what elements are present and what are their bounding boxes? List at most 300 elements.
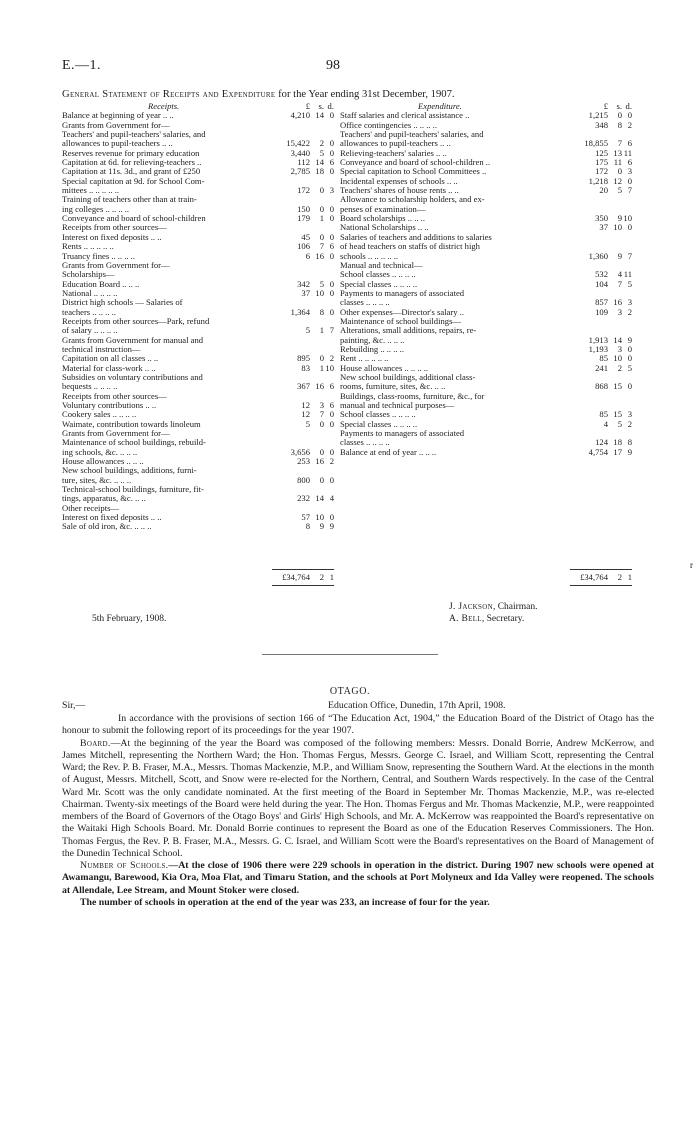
expenditure-row xyxy=(340,177,630,186)
expenditure-item-pence: 11 xyxy=(623,269,632,280)
receipts-item-pounds: 8 xyxy=(305,521,310,532)
receipts-row xyxy=(62,149,334,158)
receipts-item-pence: 0 xyxy=(329,250,334,261)
expenditure-row xyxy=(340,289,630,298)
receipts-item-label: ture, sites, &c. .. .. .. xyxy=(62,475,132,485)
receipts-item-pence: 3 xyxy=(329,185,334,196)
expenditure-item-shillings: 0 xyxy=(617,166,622,177)
expenditure-item-label: Rent .. .. .. .. .. xyxy=(340,354,389,364)
expenditure-item-shillings: 2 xyxy=(617,362,622,373)
expenditure-item-pounds: 18,855 xyxy=(584,138,608,149)
expenditure-item-label: classes .. .. .. .. xyxy=(340,438,390,448)
receipts-item-pounds: 800 xyxy=(297,474,310,485)
expenditure-item-pence: 5 xyxy=(627,362,632,373)
receipts-row xyxy=(62,252,334,261)
expenditure-item-shillings: 16 xyxy=(613,297,622,308)
receipts-item-label: Conveyance and board of school-children xyxy=(62,214,206,224)
receipts-item-label: Interest on fixed deposits .. .. xyxy=(62,513,162,523)
receipts-item-label: District high schools — Salaries of xyxy=(62,298,183,308)
expenditure-item-label: New school buildings, additional class- xyxy=(340,372,476,382)
receipts-total-rule-bottom xyxy=(272,585,334,586)
receipts-row xyxy=(62,121,334,130)
receipts-item-label: Capitation at 6d. for relieving-teachers .. xyxy=(62,158,202,168)
expenditure-item-label: Rebuilding .. .. .. .. xyxy=(340,344,404,354)
statement-title-suffix: for the Year ending 31st December, 1907. xyxy=(275,89,455,100)
expenditure-row xyxy=(340,205,630,214)
expenditure-item-label: Allowance to scholarship holders, and ex- xyxy=(340,195,485,205)
expenditure-item-shillings: 7 xyxy=(617,278,622,289)
expenditure-item-label: House allowances .. .. .. .. xyxy=(340,363,429,373)
receipts-item-pence: 0 xyxy=(329,138,334,149)
expenditure-row xyxy=(340,438,630,447)
receipts-item-pounds: 37 xyxy=(301,287,310,298)
expenditure-row xyxy=(340,364,630,373)
expenditure-item-label: penses of examination— xyxy=(340,204,426,214)
receipts-row xyxy=(62,457,334,466)
expenditure-item-pounds: 85 xyxy=(599,409,608,420)
receipts-item-shillings: 14 xyxy=(315,157,324,168)
expenditure-item-pence: 10 xyxy=(623,213,632,224)
receipts-item-shillings: 0 xyxy=(319,231,324,242)
signatory-role: Secretary. xyxy=(486,614,525,624)
expenditure-row xyxy=(340,336,630,345)
receipts-item-pence: 0 xyxy=(329,306,334,317)
receipts-item-shillings: 7 xyxy=(319,241,324,252)
expenditure-item-pence: 0 xyxy=(627,175,632,186)
receipts-item-shillings: 1 xyxy=(319,213,324,224)
receipts-item-pence: 6 xyxy=(329,241,334,252)
receipts-row xyxy=(62,522,334,531)
receipts-item-pounds: 179 xyxy=(297,213,310,224)
receipts-row xyxy=(62,289,334,298)
receipts-item-label: Other receipts— xyxy=(62,503,120,513)
expenditure-item-label: Incidental expenses of schools .. .. xyxy=(340,176,458,186)
receipts-item-shillings: 9 xyxy=(319,521,324,532)
expenditure-item-pence: 9 xyxy=(627,334,632,345)
expenditure-row xyxy=(340,195,630,204)
receipts-item-shillings: 5 xyxy=(319,278,324,289)
signatory-chairman: J. Jackson, Chairman. xyxy=(449,602,538,612)
expenditure-item-shillings: 17 xyxy=(613,446,622,457)
expenditure-item-pounds: 857 xyxy=(595,297,608,308)
receipts-item-label: bequests .. .. .. .. xyxy=(62,382,118,392)
receipts-row xyxy=(62,345,334,354)
expenditure-item-pence: 8 xyxy=(627,437,632,448)
expenditure-item-shillings: 4 xyxy=(617,269,622,280)
expenditure-item-label: Buildings, class-rooms, furniture, &c., for xyxy=(340,391,485,401)
receipts-item-pence: 0 xyxy=(329,166,334,177)
receipts-item-label: Subsidies on voluntary contributions and xyxy=(62,372,203,382)
expenditure-total-row xyxy=(340,573,630,582)
expenditure-row xyxy=(340,401,630,410)
receipts-row xyxy=(62,476,334,485)
receipts-item-pounds: 172 xyxy=(297,185,310,196)
expenditure-row xyxy=(340,186,630,195)
report-schools-paragraph xyxy=(62,860,654,897)
expenditure-item-pounds: 4,754 xyxy=(588,446,608,457)
expenditure-item-shillings: 3 xyxy=(617,306,622,317)
receipts-item-label: Receipts from other sources—Park, refund xyxy=(62,316,210,326)
expenditure-item-pounds: 1,360 xyxy=(588,250,608,261)
margin-mark: r xyxy=(690,560,693,570)
expenditure-item-label: classes .. .. .. .. xyxy=(340,298,390,308)
expenditure-item-pounds: 104 xyxy=(595,278,608,289)
receipts-item-label: New school buildings, additions, furni- xyxy=(62,466,197,476)
expenditure-item-pounds: 1,193 xyxy=(588,343,608,354)
receipts-item-label: Rents .. .. .. .. .. xyxy=(62,242,114,252)
signatory-name: J. Jackson xyxy=(449,602,493,612)
receipts-item-pence: 6 xyxy=(329,381,334,392)
expenditure-item-pounds: 172 xyxy=(595,166,608,177)
receipts-item-pence: 0 xyxy=(329,213,334,224)
receipts-row xyxy=(62,223,334,232)
receipts-item-pounds: 112 xyxy=(297,157,310,168)
receipts-item-label: Special capitation at 9d. for School Com- xyxy=(62,176,205,186)
receipts-item-pence: 0 xyxy=(329,231,334,242)
receipts-item-label: House allowances .. .. .. xyxy=(62,457,144,467)
signatory-role: Chairman. xyxy=(497,602,538,612)
expenditure-item-pence: 3 xyxy=(627,166,632,177)
report-intro: In accordance with the provisions of section 166 of “The Education Act, 1904,” the Education Board of the District of Otago has the honour to submit the following report of its proceedings for the year 1907. xyxy=(62,713,654,737)
receipts-item-label: Grants from Government for manual and xyxy=(62,335,204,345)
receipts-row xyxy=(62,195,334,204)
expenditure-item-label: Conveyance and board of school-children .. xyxy=(340,158,491,168)
expenditure-item-pounds: 1,913 xyxy=(588,334,608,345)
expenditure-item-pounds: 85 xyxy=(599,353,608,364)
expenditure-row xyxy=(340,410,630,419)
expenditure-item-pounds: 241 xyxy=(595,362,608,373)
receipts-item-label: Material for class-work .. .. xyxy=(62,363,156,373)
expenditure-row xyxy=(340,354,630,363)
expenditure-item-label: schools .. .. .. .. .. xyxy=(340,251,399,261)
receipts-row xyxy=(62,466,334,475)
receipts-item-pence: 0 xyxy=(329,147,334,158)
receipts-item-shillings: 16 xyxy=(315,456,324,467)
receipts-list xyxy=(62,111,334,531)
receipts-row xyxy=(62,504,334,513)
receipts-item-shillings: 0 xyxy=(319,203,324,214)
currency-pence: d. xyxy=(327,101,334,111)
receipts-item-pounds: 3,656 xyxy=(290,446,310,457)
report-body xyxy=(62,713,654,909)
receipts-row xyxy=(62,177,334,186)
receipts-item-shillings: 10 xyxy=(315,287,324,298)
receipts-item-pence: 2 xyxy=(329,456,334,467)
receipts-total xyxy=(62,573,334,582)
expenditure-item-label: Special classes .. .. .. .. xyxy=(340,279,418,289)
expenditure-row xyxy=(340,429,630,438)
receipts-item-label: ing schools, &c. .. .. .. xyxy=(62,447,138,457)
receipts-total-rule-top xyxy=(272,569,334,570)
expenditure-item-pence: 0 xyxy=(627,222,632,233)
expenditure-row xyxy=(340,111,630,120)
expenditure-row xyxy=(340,158,630,167)
expenditure-item-shillings: 12 xyxy=(613,175,622,186)
expenditure-item-shillings: 10 xyxy=(613,222,622,233)
currency-pounds: £ xyxy=(603,101,608,111)
expenditure-item-label: of head teachers on staffs of district high xyxy=(340,242,480,252)
receipts-item-label: Capitation at 11s. 3d., and grant of £250 xyxy=(62,167,201,177)
receipts-item-shillings: 5 xyxy=(319,147,324,158)
expenditure-row xyxy=(340,242,630,251)
receipts-item-label: Voluntary contributions .. .. xyxy=(62,401,157,410)
expenditure-item-pence: 2 xyxy=(627,418,632,429)
receipts-row xyxy=(62,373,334,382)
receipts-row xyxy=(62,336,334,345)
expenditure-item-shillings: 5 xyxy=(617,418,622,429)
expenditure-item-label: rooms, furniture, sites, &c. .. .. xyxy=(340,382,446,392)
receipts-item-pounds: 232 xyxy=(297,493,310,504)
expenditure-item-shillings: 3 xyxy=(617,343,622,354)
receipts-item-pounds: 4,210 xyxy=(290,110,310,121)
expenditure-item-pence: 3 xyxy=(627,409,632,420)
expenditure-item-pounds: 4 xyxy=(603,418,608,429)
expenditure-item-shillings: 10 xyxy=(613,353,622,364)
receipts-total-shillings: 2 xyxy=(319,572,324,582)
expenditure-item-pounds: 175 xyxy=(595,157,608,168)
receipts-heading: Receipts. xyxy=(148,102,180,111)
receipts-item-label: Waimate, contribution towards linoleum xyxy=(62,419,201,429)
schools-text: —At the close of 1906 there were 229 schools in operation in the district. During 1907 new schools were opened at Awamangu, Barewood, Kia Ora, Moa Flat, and Timaru Station, and the schools at Port Molyneux and Ida Valley were reopened. The schools at Allendale, Lee Stream, and Mount Stoker were closed. xyxy=(62,860,654,896)
receipts-item-shillings: 7 xyxy=(319,409,324,420)
expenditure-row xyxy=(340,233,630,242)
receipts-item-pounds: 2,785 xyxy=(290,166,310,177)
receipts-row xyxy=(62,410,334,419)
report-heading: OTAGO. xyxy=(329,686,371,697)
expenditure-item-pence: 2 xyxy=(627,306,632,317)
currency-pence: d. xyxy=(625,101,632,111)
receipts-item-label: Balance at beginning of year .. .. xyxy=(62,111,174,121)
report-board-paragraph xyxy=(62,738,654,861)
receipts-item-pounds: 367 xyxy=(297,381,310,392)
expenditure-row xyxy=(340,308,630,317)
expenditure-total-rule-top xyxy=(570,569,632,570)
page-header-series: E.—1. xyxy=(62,58,102,73)
receipts-item-shillings: 16 xyxy=(315,381,324,392)
receipts-item-pence: 6 xyxy=(329,157,334,168)
receipts-row xyxy=(62,354,334,363)
receipts-row xyxy=(62,242,334,251)
receipts-item-pounds: 12 xyxy=(301,409,310,420)
receipts-row xyxy=(62,214,334,223)
board-text: —At the beginning of the year the Board was composed of the following members: Messrs. Donald Borrie, Andrew McKerrow, and James Mitchell, representing the Northern Ward; the Hon. Thomas Fergus, Messrs. George C. Israel, and William Scott, representing the Central Ward; the Rev. P. B. Fraser, M.A., Messrs. Thomas Mackenzie, M.P., and William Snow, representing the Southern Ward. At the elections in the month of August, Messrs. Mitchell, Scott, and Snow were re-elected for the Northern, Central, and Southern Wards respectively. In the case of the Central Ward Mr. Scott was the only candidate nominated. At the first meeting of the Board in September Mr. Thomas Mackenzie, M.P., was re-elected Chairman. Twenty-six meetings of the Board were held during the year. The Hon. Thomas Fergus and Mr. Thomas Mackenzie, M.P., were reappointed members of the Board of Governors of the Otago Boys' and Girls' High Schools, and Mr. A. McKerrow was reappointed the Board's representative on the Waitaki High Schools Board. Mr. Donald Borrie continues to represent the Board as one of the Education Reserves Commissioners. The Hon. Thomas Fergus, the Rev. P. B. Fraser, M.A., Messrs. G. C. Israel, and William Scott were the Board's representatives on the Board of Management of the Dunedin Technical School. xyxy=(62,737,654,859)
receipts-item-label: Capitation on all classes .. .. xyxy=(62,354,159,364)
receipts-item-label: Reserves revenue for primary education xyxy=(62,148,200,158)
expenditure-item-pence: 3 xyxy=(627,297,632,308)
page-number: 98 xyxy=(326,58,340,73)
receipts-item-pounds: 57 xyxy=(301,512,310,523)
receipts-row xyxy=(62,167,334,176)
expenditure-item-pence: 2 xyxy=(627,119,632,130)
receipts-item-label: Truancy fines .. .. .. .. xyxy=(62,251,135,261)
expenditure-item-label: manual and technical purposes— xyxy=(340,401,455,410)
expenditure-item-shillings: 9 xyxy=(617,213,622,224)
receipts-total-pounds: £34,764 xyxy=(282,572,310,582)
receipts-item-label: Training of teachers other than at train- xyxy=(62,195,197,205)
expenditure-item-pence: 9 xyxy=(627,446,632,457)
expenditure-item-label: Salaries of teachers and additions to salaries xyxy=(340,232,492,242)
expenditure-row xyxy=(340,270,630,279)
receipts-item-shillings: 16 xyxy=(315,250,324,261)
expenditure-item-pence: 0 xyxy=(627,110,632,121)
expenditure-item-pounds: 109 xyxy=(595,306,608,317)
receipts-total-row xyxy=(62,573,334,582)
expenditure-item-pounds: 125 xyxy=(595,147,608,158)
expenditure-item-pounds: 868 xyxy=(595,381,608,392)
receipts-row xyxy=(62,270,334,279)
receipts-item-pence: 0 xyxy=(329,110,334,121)
receipts-row xyxy=(62,401,334,410)
expenditure-item-label: Other expenses—Director's salary .. xyxy=(340,307,464,317)
receipts-item-label: technical instruction— xyxy=(62,344,141,354)
receipts-item-pence: 0 xyxy=(329,278,334,289)
expenditure-item-label: National Scholarships .. .. xyxy=(340,223,429,233)
expenditure-row xyxy=(340,139,630,148)
expenditure-item-pounds: 124 xyxy=(595,437,608,448)
receipts-item-shillings: 1 xyxy=(319,362,324,373)
receipts-item-label: tings, apparatus, &c. .. .. xyxy=(62,494,146,504)
expenditure-total-rule-bottom xyxy=(570,585,632,586)
expenditure-item-shillings: 9 xyxy=(617,250,622,261)
expenditure-row xyxy=(340,280,630,289)
expenditure-item-label: Teachers' and pupil-teachers' salaries, and xyxy=(340,130,484,140)
receipts-item-label: Interest on fixed deposits .. .. xyxy=(62,232,162,242)
receipts-row xyxy=(62,494,334,503)
receipts-item-pence: 10 xyxy=(325,362,334,373)
expenditure-item-shillings: 0 xyxy=(617,110,622,121)
receipts-item-label: Grants from Government for— xyxy=(62,260,170,270)
expenditure-item-pence: 0 xyxy=(627,381,632,392)
expenditure-item-label: painting, &c. .. .. .. xyxy=(340,335,405,345)
receipts-item-shillings: 1 xyxy=(319,325,324,336)
expenditure-item-shillings: 8 xyxy=(617,119,622,130)
expenditure-item-pence: 5 xyxy=(627,278,632,289)
receipts-item-pounds: 15,422 xyxy=(286,138,310,149)
receipts-item-pounds: 106 xyxy=(297,241,310,252)
expenditure-row xyxy=(340,261,630,270)
signatory-secretary: A. Bell, Secretary. xyxy=(449,614,525,624)
expenditure-item-shillings: 11 xyxy=(613,157,622,168)
expenditure-total xyxy=(340,573,630,582)
receipts-row xyxy=(62,392,334,401)
expenditure-item-pounds: 1,215 xyxy=(588,110,608,121)
receipts-item-label: Sale of old iron, &c. .. .. .. xyxy=(62,522,152,532)
expenditure-row xyxy=(340,317,630,326)
receipts-row xyxy=(62,382,334,391)
receipts-item-label: Receipts from other sources— xyxy=(62,223,167,233)
currency-pounds: £ xyxy=(305,101,310,111)
expenditure-item-shillings: 15 xyxy=(613,381,622,392)
expenditure-item-label: Relieving-teachers' salaries .. .. xyxy=(340,148,447,158)
receipts-item-shillings: 18 xyxy=(315,166,324,177)
expenditure-row xyxy=(340,392,630,401)
expenditure-item-pence: 6 xyxy=(627,157,632,168)
receipts-item-shillings: 0 xyxy=(319,353,324,364)
receipts-item-label: Cookery sales .. .. .. .. xyxy=(62,410,137,420)
receipts-item-pounds: 150 xyxy=(297,203,310,214)
statement-title-prefix: General Statement of Receipts and Expenditure xyxy=(62,89,276,100)
receipts-item-label: allowances to pupil-teachers .. .. xyxy=(62,139,173,149)
receipts-item-pence: 4 xyxy=(329,493,334,504)
receipts-row xyxy=(62,364,334,373)
receipts-item-pounds: 3,440 xyxy=(290,147,310,158)
receipts-item-pounds: 1,364 xyxy=(290,306,310,317)
receipts-item-label: teachers .. .. .. .. xyxy=(62,307,116,317)
expenditure-item-label: Special classes .. .. .. .. xyxy=(340,419,418,429)
expenditure-item-pounds: 37 xyxy=(599,222,608,233)
receipts-item-pence: 0 xyxy=(329,474,334,485)
statement-date: 5th February, 1908. xyxy=(92,614,167,624)
expenditure-item-shillings: 14 xyxy=(613,334,622,345)
receipts-row xyxy=(62,261,334,270)
receipts-item-shillings: 0 xyxy=(319,446,324,457)
expenditure-item-label: Staff salaries and clerical assistance .. xyxy=(340,111,470,121)
receipts-item-label: mittees .. .. .. .. .. xyxy=(62,186,120,196)
expenditure-row xyxy=(340,345,630,354)
receipts-item-pounds: 5 xyxy=(305,325,310,336)
expenditure-column-heading-row xyxy=(340,102,630,111)
receipts-item-shillings: 14 xyxy=(315,493,324,504)
expenditure-row xyxy=(340,420,630,429)
expenditure-total-shillings: 2 xyxy=(617,572,622,582)
receipts-item-pence: 7 xyxy=(329,325,334,336)
expenditure-item-pence: 7 xyxy=(627,185,632,196)
receipts-item-shillings: 3 xyxy=(319,400,324,410)
expenditure-item-label: Manual and technical— xyxy=(340,260,423,270)
expenditure-item-label: Payments to managers of associated xyxy=(340,288,465,298)
receipts-item-shillings: 2 xyxy=(319,138,324,149)
expenditure-item-pounds: 532 xyxy=(595,269,608,280)
receipts-item-pounds: 253 xyxy=(297,456,310,467)
receipts-item-pounds: 83 xyxy=(301,362,310,373)
currency-shillings: s. xyxy=(616,101,622,111)
expenditure-item-pence: 0 xyxy=(627,353,632,364)
expenditure-row xyxy=(340,373,630,382)
currency-shillings: s. xyxy=(318,101,324,111)
receipts-item-label: Scholarships— xyxy=(62,270,115,280)
receipts-item-pence: 0 xyxy=(329,512,334,523)
expenditure-total-pence: 1 xyxy=(627,572,632,582)
expenditure-row xyxy=(340,382,630,391)
receipts-item-label: Grants from Government for— xyxy=(62,429,170,439)
receipts-item-label: Education Board .. .. .. xyxy=(62,279,140,289)
expenditure-item-label: Payments to managers of associated xyxy=(340,429,465,439)
receipts-row xyxy=(62,420,334,429)
receipts-item-shillings: 10 xyxy=(315,512,324,523)
expenditure-item-pounds: 1,218 xyxy=(588,175,608,186)
receipts-item-pence: 0 xyxy=(329,418,334,429)
receipts-item-pounds: 5 xyxy=(305,418,310,429)
receipts-item-pence: 0 xyxy=(329,203,334,214)
receipts-item-shillings: 14 xyxy=(315,110,324,121)
receipts-row xyxy=(62,326,334,335)
receipts-item-label: Grants from Government for— xyxy=(62,120,170,130)
receipts-item-label: of salary .. .. .. .. xyxy=(62,326,118,336)
expenditure-row xyxy=(340,167,630,176)
expenditure-item-shillings: 15 xyxy=(613,409,622,420)
receipts-item-label: Receipts from other sources— xyxy=(62,391,167,401)
receipts-item-shillings: 0 xyxy=(319,185,324,196)
receipts-row xyxy=(62,513,334,522)
expenditure-item-shillings: 13 xyxy=(613,147,622,158)
expenditure-item-pence: 11 xyxy=(623,147,632,158)
expenditure-item-label: School classes .. .. .. .. xyxy=(340,410,416,420)
expenditure-row xyxy=(340,298,630,307)
expenditure-item-shillings: 18 xyxy=(613,437,622,448)
expenditure-item-pounds: 350 xyxy=(595,213,608,224)
receipts-item-pence: 0 xyxy=(329,287,334,298)
receipts-row xyxy=(62,233,334,242)
